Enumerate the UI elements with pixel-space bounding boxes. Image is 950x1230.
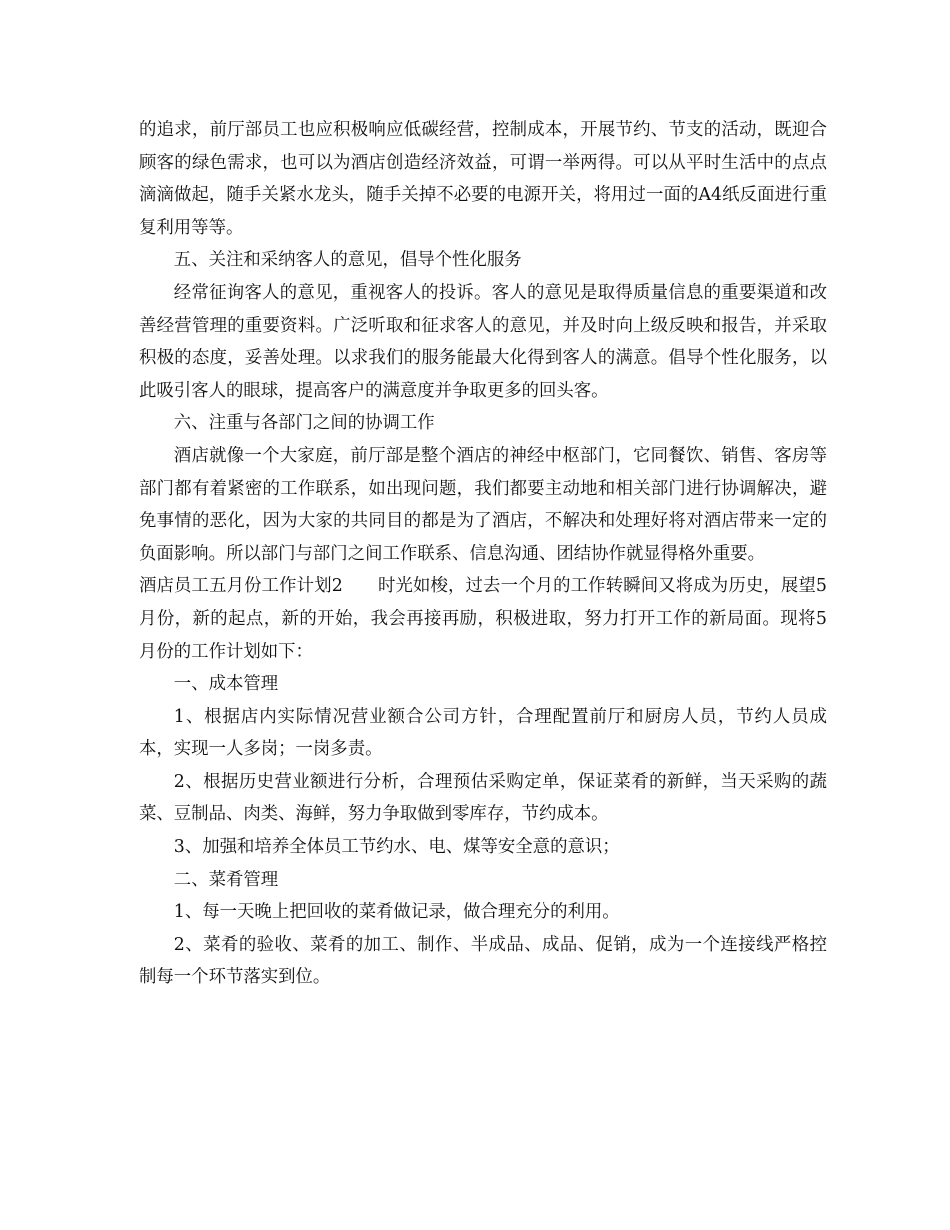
document-body [139,114,827,994]
list-item-cost-1: 1、根据店内实际情况营业额合公司方针，合理配置前厅和厨房人员，节约人员成本，实现一人多岗；一岗多责。 [139,706,827,760]
list-item-cost-3: 3、加强和培养全体员工节约水、电、煤等安全意的意识； [173,837,620,858]
heading-section-six: 六、注重与各部门之间的协调工作 [173,413,435,434]
paragraph-plan-two-intro: 酒店员工五月份工作计划2 时光如梭，过去一个月的工作转瞬间又将成为历史，展望5月份，新的起点，新的开始，我会再接再励，积极进取，努力打开工作的新局面。现将5月份的工作计划如下： [139,576,827,662]
heading-section-five: 五、关注和采纳客人的意见，倡导个性化服务 [173,250,522,271]
list-item-dish-2: 2、菜肴的验收、菜肴的加工、制作、半成品、成品、促销，成为一个连接线严格控制每一个环节落实到位。 [139,934,827,988]
heading-cost-management: 一、成本管理 [173,674,279,695]
paragraph-guest-feedback: 经常征询客人的意见，重视客人的投诉。客人的意见是取得质量信息的重要渠道和改善经营管理的重要资料。广泛听取和征求客人的意见，并及时向上级反映和报告，并采取积极的态度，妥善处理。以求我们的服务能最大化得到客人的满意。倡导个性化服务，以此吸引客人的眼球，提高客户的满意度并争取更多的回头客。 [139,282,827,401]
list-item-dish-1: 1、每一天晚上把回收的菜肴做记录，做合理充分的利用。 [173,902,620,923]
paragraph-low-carbon-continuation: 的追求，前厅部员工也应积极响应低碳经营，控制成本，开展节约、节支的活动，既迎合顾客的绿色需求，也可以为酒店创造经济效益，可谓一举两得。可以从平时生活中的点点滴滴做起，随手关紧水龙头，随手关掉不必要的电源开关，将用过一面的A4纸反面进行重复利用等等。 [139,120,827,238]
paragraph-department-coordination: 酒店就像一个大家庭，前厅部是整个酒店的神经中枢部门，它同餐饮、销售、客房等部门都有着紧密的工作联系，如出现问题，我们都要主动地和相关部门进行协调解决，避免事情的恶化，因为大家的共同目的都是为了酒店，不解决和处理好将对酒店带来一定的负面影响。所以部门与部门之间工作联系、信息沟通、团结协作就显得格外重要。 [139,445,827,564]
heading-dish-management: 二、菜肴管理 [173,869,279,890]
list-item-cost-2: 2、根据历史营业额进行分析，合理预估采购定单，保证菜肴的新鲜，当天采购的蔬菜、豆制品、肉类、海鲜，努力争取做到零库存，节约成本。 [139,771,827,825]
